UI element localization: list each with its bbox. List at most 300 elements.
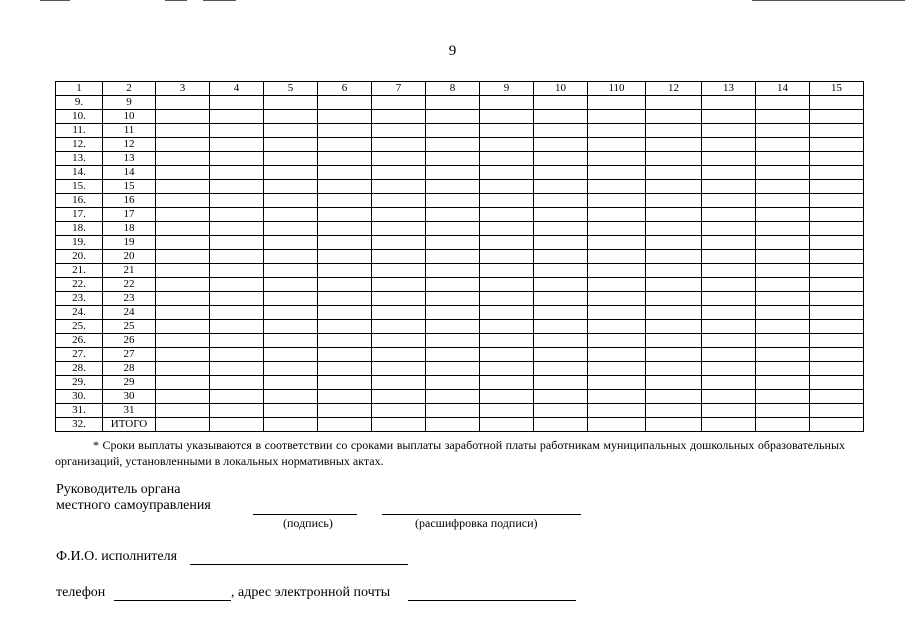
data-cell[interactable] (372, 292, 426, 306)
data-cell[interactable] (702, 376, 756, 390)
data-cell[interactable] (372, 194, 426, 208)
data-cell[interactable] (372, 418, 426, 432)
data-cell[interactable] (646, 222, 702, 236)
data-cell[interactable] (646, 348, 702, 362)
data-cell[interactable] (318, 376, 372, 390)
data-cell[interactable] (756, 222, 810, 236)
data-cell[interactable] (156, 124, 210, 138)
data-cell[interactable] (318, 418, 372, 432)
data-cell[interactable] (534, 362, 588, 376)
data-cell[interactable] (264, 194, 318, 208)
data-cell[interactable] (264, 292, 318, 306)
phone-line[interactable] (114, 600, 231, 601)
data-cell[interactable] (756, 306, 810, 320)
data-cell[interactable] (756, 264, 810, 278)
data-cell[interactable] (810, 152, 864, 166)
data-cell[interactable] (646, 292, 702, 306)
data-cell[interactable] (210, 250, 264, 264)
data-cell[interactable] (756, 208, 810, 222)
data-cell[interactable] (210, 362, 264, 376)
data-cell[interactable] (534, 334, 588, 348)
data-cell[interactable] (156, 418, 210, 432)
data-cell[interactable] (318, 320, 372, 334)
data-cell[interactable] (588, 166, 646, 180)
data-cell[interactable] (210, 306, 264, 320)
data-cell[interactable] (372, 404, 426, 418)
data-cell[interactable] (534, 348, 588, 362)
data-cell[interactable] (534, 138, 588, 152)
data-cell[interactable] (210, 334, 264, 348)
data-cell[interactable] (318, 306, 372, 320)
data-cell[interactable] (318, 166, 372, 180)
data-cell[interactable] (426, 236, 480, 250)
data-cell[interactable] (372, 320, 426, 334)
data-cell[interactable] (426, 194, 480, 208)
data-cell[interactable] (372, 250, 426, 264)
data-cell[interactable] (156, 348, 210, 362)
data-cell[interactable] (426, 124, 480, 138)
data-cell[interactable] (588, 152, 646, 166)
data-cell[interactable] (810, 320, 864, 334)
data-cell[interactable] (702, 250, 756, 264)
data-cell[interactable] (588, 250, 646, 264)
data-cell[interactable] (588, 208, 646, 222)
data-cell[interactable] (264, 362, 318, 376)
data-cell[interactable] (702, 320, 756, 334)
data-cell[interactable] (156, 334, 210, 348)
data-cell[interactable] (534, 376, 588, 390)
data-cell[interactable] (372, 306, 426, 320)
data-cell[interactable] (480, 348, 534, 362)
data-cell[interactable] (756, 166, 810, 180)
data-cell[interactable] (646, 180, 702, 194)
data-cell[interactable] (810, 390, 864, 404)
data-cell[interactable] (210, 278, 264, 292)
data-cell[interactable] (156, 278, 210, 292)
data-cell[interactable] (480, 152, 534, 166)
data-cell[interactable] (810, 138, 864, 152)
data-cell[interactable] (756, 250, 810, 264)
data-cell[interactable] (264, 222, 318, 236)
data-cell[interactable] (534, 208, 588, 222)
data-cell[interactable] (264, 320, 318, 334)
data-cell[interactable] (756, 390, 810, 404)
data-cell[interactable] (588, 404, 646, 418)
data-cell[interactable] (156, 292, 210, 306)
data-cell[interactable] (426, 348, 480, 362)
data-cell[interactable] (480, 138, 534, 152)
data-cell[interactable] (372, 124, 426, 138)
data-cell[interactable] (646, 278, 702, 292)
data-cell[interactable] (756, 404, 810, 418)
data-cell[interactable] (480, 208, 534, 222)
data-cell[interactable] (702, 264, 756, 278)
data-cell[interactable] (318, 138, 372, 152)
data-cell[interactable] (480, 166, 534, 180)
data-cell[interactable] (588, 362, 646, 376)
data-cell[interactable] (646, 362, 702, 376)
data-cell[interactable] (480, 250, 534, 264)
data-cell[interactable] (534, 264, 588, 278)
data-cell[interactable] (702, 348, 756, 362)
data-cell[interactable] (372, 138, 426, 152)
data-cell[interactable] (372, 96, 426, 110)
data-cell[interactable] (810, 110, 864, 124)
data-cell[interactable] (372, 236, 426, 250)
data-cell[interactable] (318, 362, 372, 376)
data-cell[interactable] (210, 376, 264, 390)
data-cell[interactable] (810, 236, 864, 250)
data-cell[interactable] (318, 194, 372, 208)
data-cell[interactable] (702, 292, 756, 306)
data-cell[interactable] (702, 418, 756, 432)
data-cell[interactable] (426, 362, 480, 376)
data-cell[interactable] (702, 208, 756, 222)
data-cell[interactable] (318, 180, 372, 194)
data-cell[interactable] (318, 390, 372, 404)
data-cell[interactable] (646, 306, 702, 320)
data-cell[interactable] (264, 138, 318, 152)
data-cell[interactable] (810, 124, 864, 138)
data-cell[interactable] (480, 362, 534, 376)
data-cell[interactable] (426, 320, 480, 334)
data-cell[interactable] (534, 236, 588, 250)
data-cell[interactable] (534, 194, 588, 208)
data-cell[interactable] (480, 194, 534, 208)
data-cell[interactable] (702, 362, 756, 376)
data-cell[interactable] (264, 278, 318, 292)
data-cell[interactable] (210, 390, 264, 404)
data-cell[interactable] (480, 222, 534, 236)
data-cell[interactable] (588, 180, 646, 194)
data-cell[interactable] (534, 320, 588, 334)
data-cell[interactable] (156, 376, 210, 390)
data-cell[interactable] (810, 194, 864, 208)
data-cell[interactable] (810, 208, 864, 222)
data-cell[interactable] (646, 390, 702, 404)
data-cell[interactable] (646, 376, 702, 390)
data-cell[interactable] (372, 110, 426, 124)
data-cell[interactable] (534, 306, 588, 320)
data-cell[interactable] (646, 152, 702, 166)
data-cell[interactable] (756, 180, 810, 194)
data-cell[interactable] (588, 222, 646, 236)
data-cell[interactable] (264, 376, 318, 390)
data-cell[interactable] (702, 110, 756, 124)
data-cell[interactable] (702, 222, 756, 236)
data-cell[interactable] (480, 334, 534, 348)
data-cell[interactable] (702, 138, 756, 152)
data-cell[interactable] (646, 320, 702, 334)
data-cell[interactable] (318, 278, 372, 292)
data-cell[interactable] (156, 404, 210, 418)
data-cell[interactable] (372, 376, 426, 390)
data-cell[interactable] (534, 180, 588, 194)
data-cell[interactable] (588, 376, 646, 390)
data-cell[interactable] (210, 418, 264, 432)
data-cell[interactable] (480, 110, 534, 124)
data-cell[interactable] (264, 306, 318, 320)
data-cell[interactable] (646, 96, 702, 110)
data-cell[interactable] (210, 264, 264, 278)
data-cell[interactable] (756, 348, 810, 362)
data-cell[interactable] (756, 194, 810, 208)
data-cell[interactable] (646, 124, 702, 138)
data-cell[interactable] (646, 418, 702, 432)
data-cell[interactable] (156, 166, 210, 180)
data-cell[interactable] (702, 194, 756, 208)
signature-decode-line[interactable] (382, 514, 581, 515)
data-cell[interactable] (426, 376, 480, 390)
data-cell[interactable] (426, 278, 480, 292)
data-cell[interactable] (318, 292, 372, 306)
data-cell[interactable] (646, 194, 702, 208)
data-cell[interactable] (210, 236, 264, 250)
data-cell[interactable] (810, 404, 864, 418)
data-cell[interactable] (318, 250, 372, 264)
data-cell[interactable] (588, 124, 646, 138)
data-cell[interactable] (264, 110, 318, 124)
data-cell[interactable] (756, 124, 810, 138)
data-cell[interactable] (646, 110, 702, 124)
data-cell[interactable] (588, 278, 646, 292)
data-cell[interactable] (156, 362, 210, 376)
data-cell[interactable] (426, 166, 480, 180)
data-cell[interactable] (318, 96, 372, 110)
data-cell[interactable] (156, 194, 210, 208)
data-cell[interactable] (702, 390, 756, 404)
data-cell[interactable] (372, 222, 426, 236)
data-cell[interactable] (156, 152, 210, 166)
data-cell[interactable] (210, 138, 264, 152)
data-cell[interactable] (534, 110, 588, 124)
data-cell[interactable] (702, 166, 756, 180)
data-cell[interactable] (646, 236, 702, 250)
data-cell[interactable] (264, 404, 318, 418)
data-cell[interactable] (156, 264, 210, 278)
data-cell[interactable] (372, 208, 426, 222)
data-cell[interactable] (210, 208, 264, 222)
data-cell[interactable] (756, 138, 810, 152)
data-cell[interactable] (810, 250, 864, 264)
data-cell[interactable] (156, 222, 210, 236)
data-cell[interactable] (588, 334, 646, 348)
data-cell[interactable] (210, 180, 264, 194)
data-cell[interactable] (372, 180, 426, 194)
data-cell[interactable] (210, 348, 264, 362)
data-cell[interactable] (702, 236, 756, 250)
data-cell[interactable] (646, 208, 702, 222)
data-cell[interactable] (156, 180, 210, 194)
data-cell[interactable] (480, 404, 534, 418)
data-cell[interactable] (702, 96, 756, 110)
data-cell[interactable] (426, 418, 480, 432)
data-cell[interactable] (372, 390, 426, 404)
data-cell[interactable] (318, 152, 372, 166)
data-cell[interactable] (534, 124, 588, 138)
data-cell[interactable] (318, 348, 372, 362)
data-cell[interactable] (264, 334, 318, 348)
data-cell[interactable] (156, 138, 210, 152)
data-cell[interactable] (756, 152, 810, 166)
data-cell[interactable] (480, 180, 534, 194)
data-cell[interactable] (426, 152, 480, 166)
data-cell[interactable] (646, 166, 702, 180)
data-cell[interactable] (426, 208, 480, 222)
data-cell[interactable] (264, 264, 318, 278)
data-cell[interactable] (264, 152, 318, 166)
data-cell[interactable] (318, 404, 372, 418)
data-cell[interactable] (702, 124, 756, 138)
executor-name-line[interactable] (190, 564, 408, 565)
data-cell[interactable] (480, 390, 534, 404)
data-cell[interactable] (480, 96, 534, 110)
data-cell[interactable] (480, 306, 534, 320)
data-cell[interactable] (534, 404, 588, 418)
data-cell[interactable] (156, 208, 210, 222)
data-cell[interactable] (480, 264, 534, 278)
data-cell[interactable] (480, 418, 534, 432)
data-cell[interactable] (588, 292, 646, 306)
data-cell[interactable] (156, 306, 210, 320)
data-cell[interactable] (210, 166, 264, 180)
data-cell[interactable] (534, 292, 588, 306)
data-cell[interactable] (426, 96, 480, 110)
data-cell[interactable] (264, 208, 318, 222)
data-cell[interactable] (810, 166, 864, 180)
data-cell[interactable] (318, 236, 372, 250)
data-cell[interactable] (426, 390, 480, 404)
data-cell[interactable] (588, 110, 646, 124)
data-cell[interactable] (426, 250, 480, 264)
data-cell[interactable] (646, 334, 702, 348)
data-cell[interactable] (756, 362, 810, 376)
data-cell[interactable] (756, 376, 810, 390)
data-cell[interactable] (534, 250, 588, 264)
data-cell[interactable] (426, 222, 480, 236)
data-cell[interactable] (534, 390, 588, 404)
data-cell[interactable] (264, 418, 318, 432)
data-cell[interactable] (588, 348, 646, 362)
data-cell[interactable] (210, 96, 264, 110)
data-cell[interactable] (534, 222, 588, 236)
data-cell[interactable] (156, 96, 210, 110)
data-cell[interactable] (426, 404, 480, 418)
data-cell[interactable] (210, 110, 264, 124)
data-cell[interactable] (588, 264, 646, 278)
data-cell[interactable] (426, 334, 480, 348)
data-cell[interactable] (480, 278, 534, 292)
data-cell[interactable] (318, 124, 372, 138)
data-cell[interactable] (702, 278, 756, 292)
data-cell[interactable] (318, 222, 372, 236)
data-cell[interactable] (810, 292, 864, 306)
data-cell[interactable] (318, 334, 372, 348)
data-cell[interactable] (588, 96, 646, 110)
data-cell[interactable] (646, 250, 702, 264)
data-cell[interactable] (426, 306, 480, 320)
data-cell[interactable] (534, 152, 588, 166)
data-cell[interactable] (646, 138, 702, 152)
data-cell[interactable] (756, 96, 810, 110)
data-cell[interactable] (480, 236, 534, 250)
data-cell[interactable] (372, 166, 426, 180)
data-cell[interactable] (372, 152, 426, 166)
data-cell[interactable] (646, 404, 702, 418)
signature-line[interactable] (253, 514, 357, 515)
data-cell[interactable] (156, 320, 210, 334)
data-cell[interactable] (756, 236, 810, 250)
data-cell[interactable] (810, 96, 864, 110)
data-cell[interactable] (588, 418, 646, 432)
data-cell[interactable] (702, 180, 756, 194)
data-cell[interactable] (588, 390, 646, 404)
data-cell[interactable] (810, 264, 864, 278)
data-cell[interactable] (756, 278, 810, 292)
data-cell[interactable] (588, 306, 646, 320)
data-cell[interactable] (210, 292, 264, 306)
data-cell[interactable] (426, 292, 480, 306)
data-cell[interactable] (264, 390, 318, 404)
data-cell[interactable] (156, 390, 210, 404)
data-cell[interactable] (156, 236, 210, 250)
data-cell[interactable] (156, 110, 210, 124)
data-cell[interactable] (810, 376, 864, 390)
data-cell[interactable] (210, 320, 264, 334)
data-cell[interactable] (756, 320, 810, 334)
data-cell[interactable] (264, 250, 318, 264)
data-cell[interactable] (702, 152, 756, 166)
data-cell[interactable] (480, 292, 534, 306)
data-cell[interactable] (210, 124, 264, 138)
data-cell[interactable] (534, 166, 588, 180)
data-cell[interactable] (810, 222, 864, 236)
data-cell[interactable] (534, 96, 588, 110)
data-cell[interactable] (588, 138, 646, 152)
data-cell[interactable] (372, 348, 426, 362)
data-cell[interactable] (702, 404, 756, 418)
data-cell[interactable] (810, 334, 864, 348)
data-cell[interactable] (534, 278, 588, 292)
data-cell[interactable] (264, 180, 318, 194)
data-cell[interactable] (756, 292, 810, 306)
data-cell[interactable] (156, 250, 210, 264)
data-cell[interactable] (210, 194, 264, 208)
data-cell[interactable] (426, 138, 480, 152)
data-cell[interactable] (810, 362, 864, 376)
data-cell[interactable] (426, 180, 480, 194)
data-cell[interactable] (264, 236, 318, 250)
data-cell[interactable] (264, 124, 318, 138)
data-cell[interactable] (588, 236, 646, 250)
data-cell[interactable] (372, 334, 426, 348)
data-cell[interactable] (210, 404, 264, 418)
data-cell[interactable] (646, 264, 702, 278)
data-cell[interactable] (588, 320, 646, 334)
data-cell[interactable] (372, 278, 426, 292)
data-cell[interactable] (810, 418, 864, 432)
data-cell[interactable] (756, 110, 810, 124)
data-cell[interactable] (264, 348, 318, 362)
email-line[interactable] (408, 600, 576, 601)
data-cell[interactable] (810, 306, 864, 320)
data-cell[interactable] (810, 180, 864, 194)
data-cell[interactable] (534, 418, 588, 432)
data-cell[interactable] (318, 208, 372, 222)
data-cell[interactable] (372, 362, 426, 376)
data-cell[interactable] (264, 96, 318, 110)
data-cell[interactable] (210, 222, 264, 236)
